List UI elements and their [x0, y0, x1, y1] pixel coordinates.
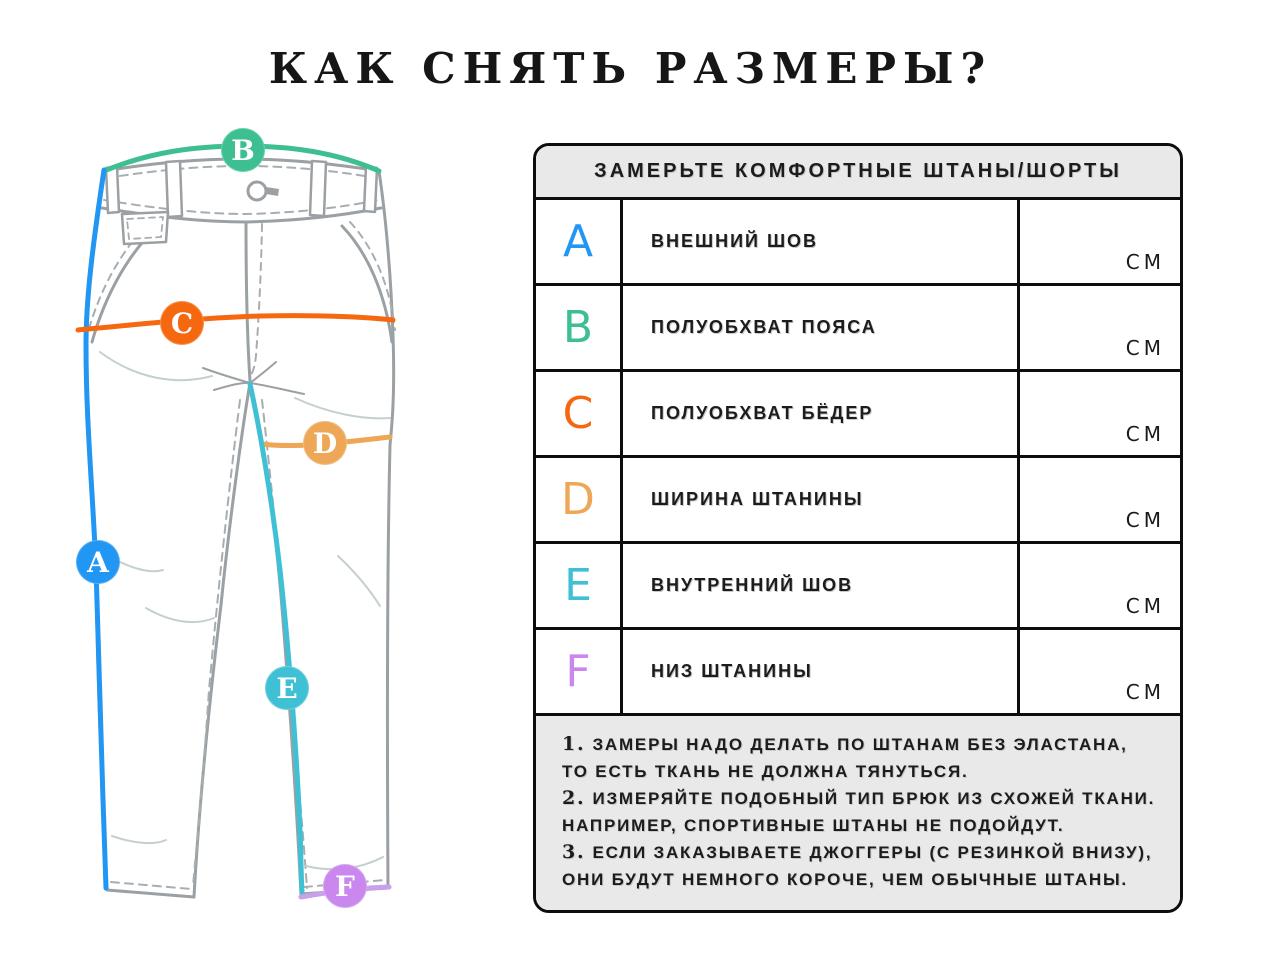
marker-letter: F — [335, 869, 355, 903]
table-row — [536, 458, 1180, 544]
unit-label: СМ — [1125, 336, 1165, 360]
marker-badge-e — [265, 666, 309, 710]
note-number: 3. — [562, 841, 586, 863]
row-label: ВНУТРЕННИЙ ШОВ — [651, 575, 854, 595]
marker-letter: E — [276, 671, 298, 705]
row-value-cell — [1017, 630, 1180, 713]
button-icon — [248, 182, 266, 200]
marker-letter: C — [170, 306, 194, 340]
marker-letter: D — [312, 426, 338, 460]
notes-panel — [536, 716, 1180, 910]
row-letter: F — [536, 630, 623, 713]
row-letter: D — [536, 458, 623, 541]
note-text: ЗАМЕРЫ НАДО ДЕЛАТЬ ПО ШТАНАМ БЕЗ ЭЛАСТАНА, — [592, 735, 1128, 754]
note-line — [562, 731, 1154, 758]
unit-label: СМ — [1125, 508, 1165, 532]
row-value-cell — [1017, 286, 1180, 369]
note-text: НАПРИМЕР, СПОРТИВНЫЕ ШТАНЫ НЕ ПОДОЙДУТ. — [562, 816, 1065, 835]
unit-label: СМ — [1125, 680, 1165, 704]
marker-badge-f — [323, 864, 367, 908]
row-value-cell — [1017, 458, 1180, 541]
note-text: ОНИ БУДУТ НЕМНОГО КОРОЧЕ, ЧЕМ ОБЫЧНЫЕ ШТАНЫ. — [562, 870, 1128, 889]
unit-label: СМ — [1125, 250, 1165, 274]
row-letter: A — [536, 200, 623, 283]
note-line — [562, 866, 1154, 893]
table-row — [536, 630, 1180, 716]
unit-label: СМ — [1125, 422, 1165, 446]
row-letter: E — [536, 544, 623, 627]
measurements-table — [533, 143, 1183, 913]
marker-badge-c — [160, 301, 204, 345]
row-letter: C — [536, 372, 623, 455]
table-header: ЗАМЕРЬТЕ КОМФОРТНЫЕ ШТАНЫ/ШОРТЫ — [536, 146, 1180, 200]
note-number: 2. — [562, 787, 586, 809]
page-title: КАК СНЯТЬ РАЗМЕРЫ? — [268, 44, 993, 93]
note-line — [562, 785, 1154, 812]
row-label: ШИРИНА ШТАНИНЫ — [651, 489, 864, 509]
row-label: НИЗ ШТАНИНЫ — [651, 661, 813, 681]
row-value-cell — [1017, 200, 1180, 283]
note-number: 1. — [562, 733, 586, 755]
table-row — [536, 286, 1180, 372]
row-label: ПОЛУОБХВАТ БЁДЕР — [651, 403, 874, 423]
table-row — [536, 372, 1180, 458]
unit-label: СМ — [1125, 594, 1165, 618]
row-letter: B — [536, 286, 623, 369]
note-text: ЕСЛИ ЗАКАЗЫВАЕТЕ ДЖОГГЕРЫ (С РЕЗИНКОЙ ВНИЗУ), — [592, 843, 1153, 862]
pants-diagram — [0, 0, 520, 977]
table-row — [536, 200, 1180, 286]
marker-badge-d — [303, 421, 347, 465]
note-text: ИЗМЕРЯЙТЕ ПОДОБНЫЙ ТИП БРЮК ИЗ СХОЖЕЙ ТКАНИ. — [592, 789, 1156, 808]
table-row — [536, 544, 1180, 630]
note-line — [562, 758, 1154, 785]
marker-badge-a — [76, 540, 120, 584]
row-label: ВНЕШНИЙ ШОВ — [651, 231, 819, 251]
note-text: ТО ЕСТЬ ТКАНЬ НЕ ДОЛЖНА ТЯНУТЬСЯ. — [562, 762, 969, 781]
pants-outline — [86, 159, 395, 897]
marker-badge-b — [221, 128, 265, 172]
row-label: ПОЛУОБХВАТ ПОЯСА — [651, 317, 877, 337]
marker-letter: A — [87, 545, 109, 579]
marker-letter: B — [231, 133, 255, 167]
row-value-cell — [1017, 544, 1180, 627]
note-line — [562, 812, 1154, 839]
row-value-cell — [1017, 372, 1180, 455]
note-line — [562, 839, 1154, 866]
